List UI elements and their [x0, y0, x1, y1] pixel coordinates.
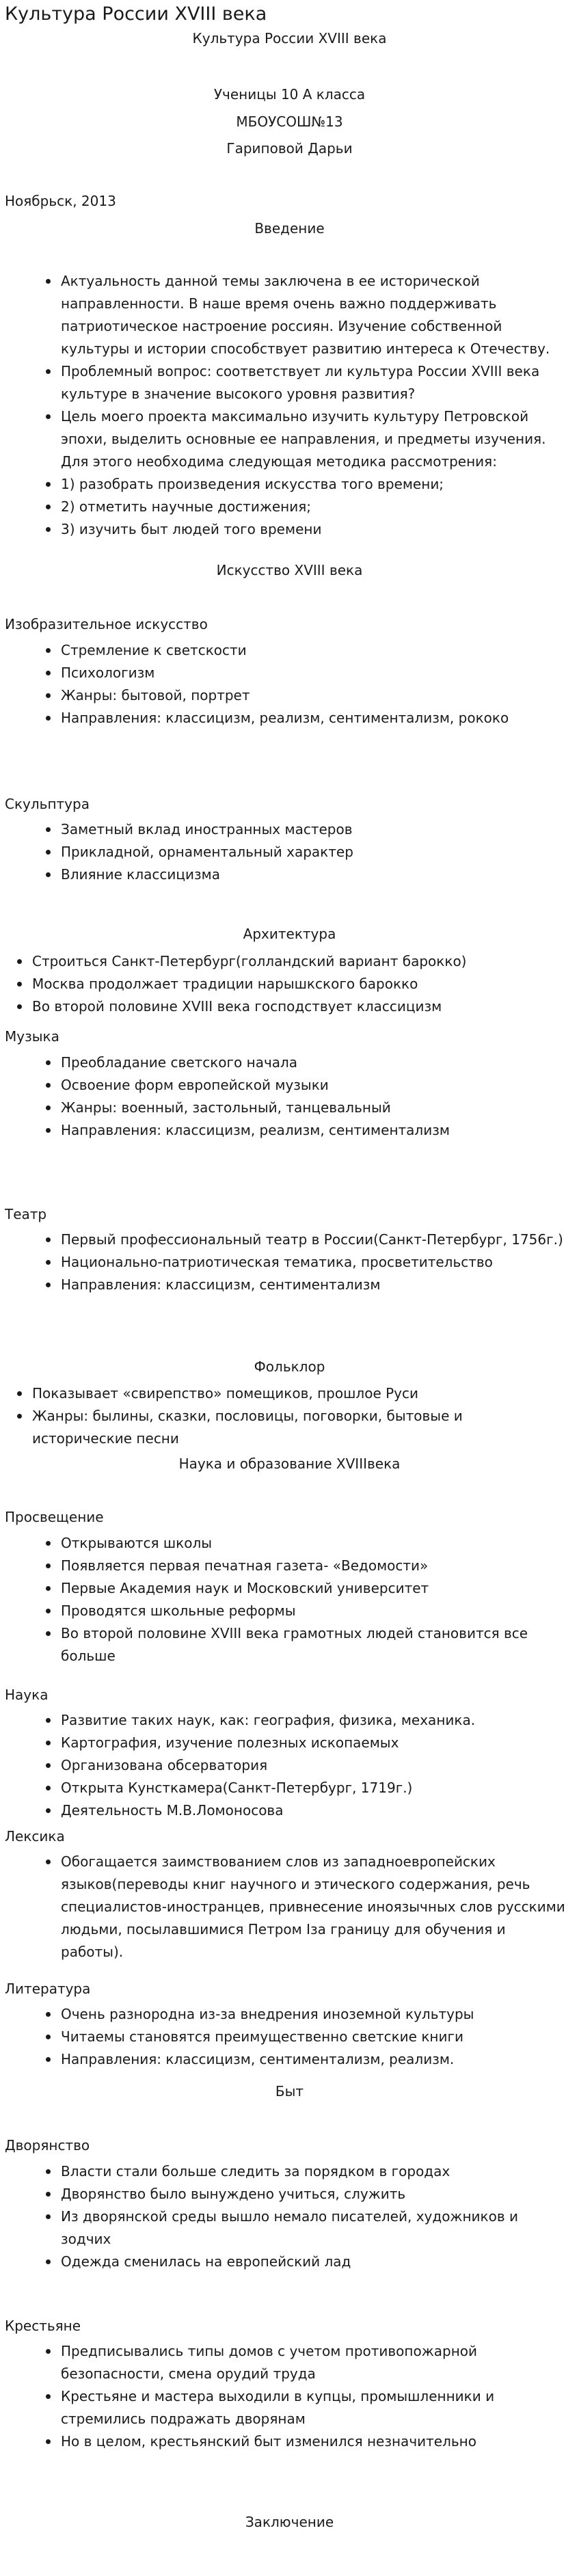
- list-item: Власти стали больше следить за порядком в городах: [61, 2160, 567, 2183]
- list-item: Очень разнородна из-за внедрения иноземной культуры: [61, 2003, 567, 2026]
- list-item: Направления: классицизм, реализм, сентиментализм: [61, 1119, 567, 1142]
- theatre-list: [61, 1229, 567, 1296]
- list-item: Стремление к светскости: [61, 639, 567, 662]
- list-item: 2) отметить научные достижения;: [61, 496, 567, 518]
- list-item: Психологизм: [61, 662, 567, 684]
- list-item: Проводятся школьные реформы: [61, 1600, 567, 1622]
- architecture-heading: Архитектура: [243, 926, 336, 942]
- list-item: Открыта Кунсткамера(Санкт-Петербург, 1719г.): [61, 1777, 567, 1799]
- list-item: Во второй половине XVIII века господствует классицизм: [32, 995, 565, 1018]
- lexicon-list: [61, 1851, 567, 1963]
- peasants-list: [61, 2340, 567, 2453]
- list-item: Жанры: бытовой, портрет: [61, 684, 567, 707]
- literature-list: [61, 2003, 567, 2071]
- list-item: Москва продолжает традиции нарышкского барокко: [32, 973, 565, 995]
- intro-list: [61, 270, 567, 541]
- literature-heading: Литература: [5, 1981, 91, 1997]
- music-heading: Музыка: [5, 1028, 59, 1045]
- list-item: Обогащается заимствованием слов из западноевропейских языков(переводы книг научного и этического содержания, речь специалистов-иностранцев, привнесение иноязычных слов русскими людьми, посылавшимися Петром Iза границу для обучения и работы).: [61, 1851, 567, 1963]
- list-item: Первый профессиональный театр в России(Санкт-Петербург, 1756г.): [61, 1229, 567, 1251]
- cover-city-year: Ноябрьск, 2013: [5, 193, 116, 209]
- list-item: Дворянство было вынуждено учиться, служить: [61, 2183, 567, 2205]
- list-item: Появляется первая печатная газета- «Ведомости»: [61, 1555, 567, 1577]
- list-item: 3) изучить быт людей того времени: [61, 518, 567, 541]
- science-heading: Наука и образование XVIIIвека: [178, 1455, 401, 1472]
- list-item: Открываются школы: [61, 1532, 567, 1555]
- list-item: Первые Академия наук и Московский университет: [61, 1577, 567, 1600]
- enlightenment-heading: Просвещение: [5, 1509, 104, 1525]
- cover-student: Ученицы 10 А класса: [213, 86, 366, 103]
- list-item: Преобладание светского начала: [61, 1051, 567, 1074]
- list-item: Показывает «свирепство» помещиков, прошлое Руси: [32, 1382, 565, 1405]
- list-item: Предписывались типы домов с учетом противопожарной безопасности, смена орудий труда: [61, 2340, 567, 2385]
- list-item: Направления: классицизм, сентиментализм: [61, 1274, 567, 1296]
- art-heading: Искусство XVIII века: [216, 562, 363, 578]
- list-item: Жанры: былины, сказки, пословицы, поговорки, бытовые и исторические песни: [32, 1405, 565, 1450]
- intro-heading: Введение: [254, 220, 325, 237]
- list-item: Во второй половине XVIII века грамотных людей становится все больше: [61, 1622, 567, 1667]
- list-item: Строиться Санкт-Петербург(голландский вариант барокко): [32, 950, 565, 973]
- nobility-heading: Дворянство: [5, 2137, 90, 2154]
- list-item: Влияние классицизма: [61, 863, 567, 886]
- list-item: Направления: классицизм, сентиментализм, реализм.: [61, 2048, 567, 2071]
- list-item: Заметный вклад иностранных мастеров: [61, 818, 567, 841]
- list-item: Направления: классицизм, реализм, сентиментализм, рококо: [61, 707, 567, 729]
- sculpture-list: [61, 818, 567, 886]
- folklore-heading: Фольклор: [254, 1358, 325, 1375]
- nobility-list: [61, 2160, 567, 2273]
- list-item: Освоение форм европейской музыки: [61, 1074, 567, 1097]
- list-item: Прикладной, орнаментальный характер: [61, 841, 567, 863]
- life-heading: Быт: [275, 2083, 304, 2099]
- list-item: Цель моего проекта максимально изучить культуру Петровской эпохи, выделить основные ее направления, и предметы изучения. Для этого необходима следующая методика рассмотрения:: [61, 405, 567, 473]
- list-item: Картография, изучение полезных ископаемых: [61, 1732, 567, 1754]
- folklore-list: [32, 1382, 565, 1450]
- music-list: [61, 1051, 567, 1142]
- list-item: Развитие таких наук, как: география, физика, механика.: [61, 1709, 567, 1732]
- document-title: Культура России XVIII века: [5, 3, 267, 25]
- architecture-list: [32, 950, 565, 1018]
- conclusion-heading: Заключение: [245, 2514, 334, 2530]
- science-block-list: [61, 1709, 567, 1822]
- sculpture-heading: Скульптура: [5, 796, 90, 812]
- list-item: Проблемный вопрос: соответствует ли культура России XVIII века культуре в значение высокого уровня развития?: [61, 360, 567, 405]
- cover-subtitle: Культура России XVIII века: [192, 30, 387, 46]
- list-item: Читаемы становятся преимущественно светские книги: [61, 2026, 567, 2048]
- list-item: Крестьяне и мастера выходили в купцы, промышленники и стремились подражать дворянам: [61, 2385, 567, 2430]
- list-item: Деятельность М.В.Ломоносова: [61, 1799, 567, 1822]
- enlightenment-list: [61, 1532, 567, 1667]
- fine-art-heading: Изобразительное искусство: [5, 616, 208, 632]
- lexicon-heading: Лексика: [5, 1828, 65, 1844]
- list-item: Жанры: военный, застольный, танцевальный: [61, 1097, 567, 1119]
- science-block-heading: Наука: [5, 1687, 49, 1703]
- fine-art-list: [61, 639, 567, 729]
- list-item: 1) разобрать произведения искусства того времени;: [61, 473, 567, 496]
- peasants-heading: Крестьяне: [5, 2318, 81, 2334]
- list-item: Организована обсерватория: [61, 1754, 567, 1777]
- list-item: Национально-патриотическая тематика, просветительство: [61, 1251, 567, 1274]
- list-item: Одежда сменилась на европейский лад: [61, 2251, 567, 2273]
- cover-author: Гариповой Дарьи: [226, 140, 353, 157]
- list-item: Из дворянской среды вышло немало писателей, художников и зодчих: [61, 2205, 567, 2251]
- cover-school: МБОУСОШ№13: [236, 113, 343, 130]
- theatre-heading: Театр: [5, 1206, 47, 1222]
- list-item: Актуальность данной темы заключена в ее исторической направленности. В наше время очень важно поддерживать патриотическое настроение россиян. Изучение собственной культуры и истории способствует развитию интереса к Отечеству.: [61, 270, 567, 360]
- list-item: Но в целом, крестьянский быт изменился незначительно: [61, 2430, 567, 2453]
